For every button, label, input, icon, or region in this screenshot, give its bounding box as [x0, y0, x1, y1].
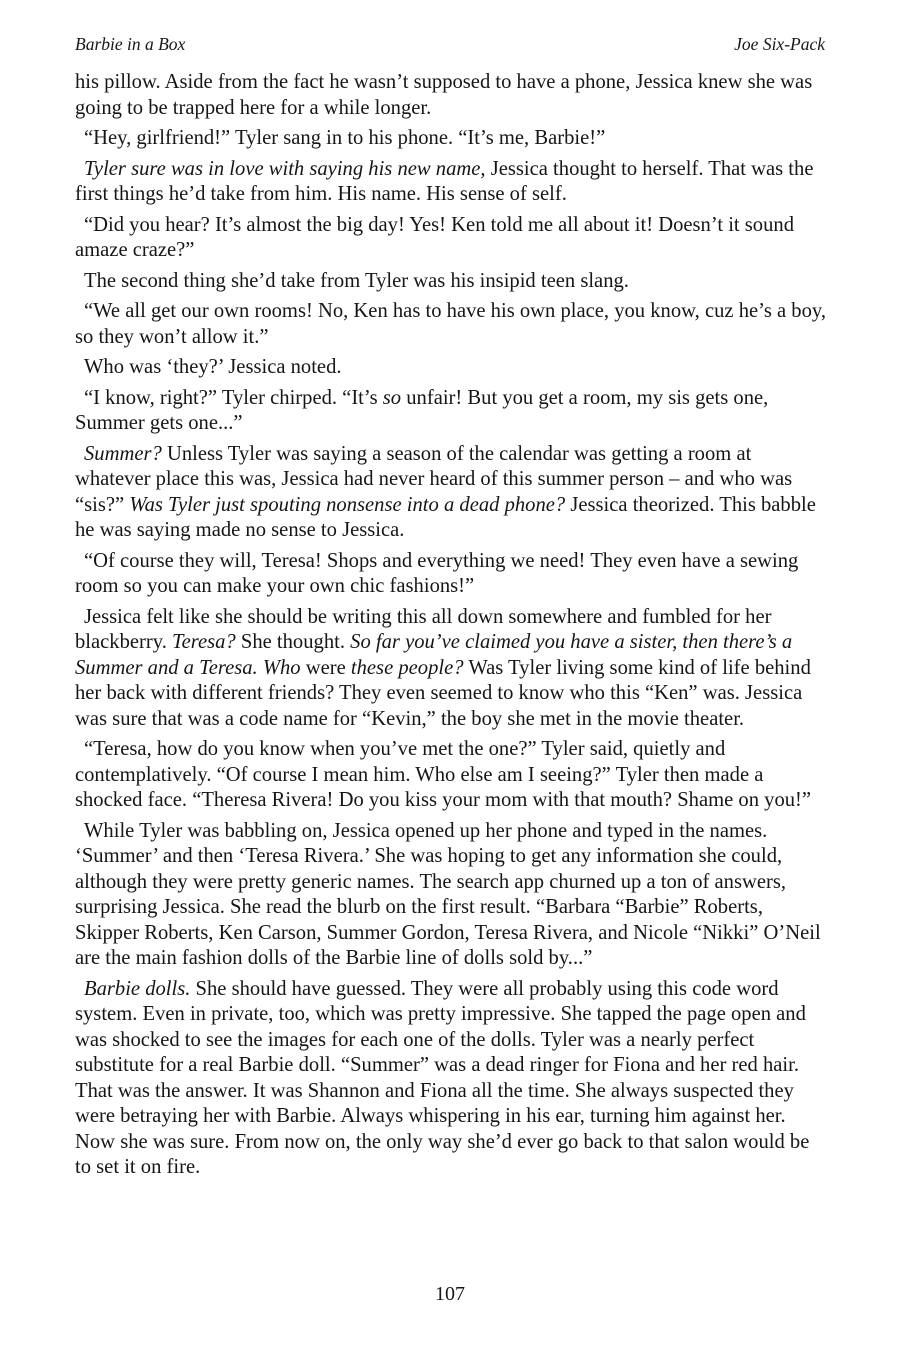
paragraph — [75, 442, 827, 544]
paragraph — [75, 213, 827, 264]
text-run: She thought. — [235, 631, 351, 653]
page-body — [75, 70, 827, 1186]
paragraph — [75, 299, 827, 350]
text-run: “Teresa, how do you know when you’ve met the one?” Tyler said, quietly and contemplatively. “Of course I mean him. Who else am I seeing?” Tyler then made a shocked face. “Theresa Rivera! Do you kiss your mom with that mouth? Shame on you!” — [75, 738, 812, 811]
paragraph — [75, 386, 827, 437]
text-run: The second thing she’d take from Tyler was his insipid teen slang. — [84, 269, 629, 292]
emphasis-text: So far you’ve claimed you have a sister, then there’s a Summer and a Teresa. Who — [75, 631, 793, 679]
emphasis-text: Summer? — [84, 442, 162, 465]
emphasis-text: so — [382, 386, 402, 409]
text-run: Who was ‘they?’ Jessica noted. — [84, 356, 342, 378]
paragraph — [75, 70, 827, 121]
text-run: “Hey, girlfriend!” Tyler sang in to his phone. “It’s me, Barbie!” — [84, 127, 606, 149]
paragraph — [75, 819, 827, 972]
emphasis-text: Teresa? — [172, 631, 236, 653]
paragraph — [75, 157, 827, 208]
text-run: “I know, right?” Tyler chirped. “It’s — [84, 386, 383, 409]
text-run: Jessica theorized. This babble he was saying made no sense to Jessica. — [75, 493, 816, 541]
page-number: 107 — [435, 1283, 465, 1305]
emphasis-text: these people? — [350, 656, 464, 679]
paragraph — [75, 355, 827, 381]
emphasis-text: Tyler sure was in love with saying his new name, — [84, 157, 486, 180]
paragraph — [75, 737, 827, 814]
text-run: unfair! But you get a room, my sis gets one, Summer gets one...” — [75, 386, 769, 434]
text-run: While Tyler was babbling on, Jessica opened up her phone and typed in the names. ‘Summer’ and then ‘Teresa Rivera.’ She was hoping to get any information she could, although they were pretty generic names. The search app churned up a ton of answers, surprising Jessica. She read the blurb on the first result. “Barbara “Barbie” Roberts, Skipper Roberts, Ken Carson, Summer Gordon, Teresa Rivera, and Nicole “Nikki” O’Neil are the main fashion dolls of the Barbie line of dolls sold by...” — [75, 819, 821, 969]
book-title: Barbie in a Box — [75, 34, 186, 54]
paragraph — [75, 269, 827, 295]
text-run: Jessica felt like she should be writing this all down somewhere and fumbled for her blackberry. — [75, 605, 772, 653]
text-run: “We all get our own rooms! No, Ken has to have his own place, you know, cuz he’s a boy, so they won’t allow it.” — [75, 300, 827, 348]
paragraph — [75, 549, 827, 600]
text-run: Unless Tyler was saying a season of the calendar was getting a room at whatever place this was, Jessica had never heard of this summer person – and who was “sis?” — [75, 442, 793, 516]
text-run: “Did you hear? It’s almost the big day! Yes! Ken told me all about it! Doesn’t it sound amaze craze?” — [75, 213, 794, 261]
text-run: “Of course they will, Teresa! Shops and everything we need! They even have a sewing room so you can make your own chic fashions!” — [75, 549, 799, 597]
paragraph — [75, 605, 827, 733]
emphasis-text: Was Tyler just spouting nonsense into a dead phone? — [129, 493, 566, 516]
text-run: his pillow. Aside from the fact he wasn’t supposed to have a phone, Jessica knew she was going to be trapped here for a while longer. — [75, 71, 813, 119]
emphasis-text: Barbie dolls. — [84, 977, 191, 1000]
running-header — [75, 34, 825, 54]
paragraph — [75, 126, 827, 152]
text-run: Was Tyler living some kind of life behind her back with different friends? They even seemed to know who this “Ken” was. Jessica was sure that was a code name for “Kevin,” the boy she met in the movie theater. — [75, 656, 811, 730]
paragraph — [75, 977, 827, 1181]
text-run: were — [300, 656, 351, 679]
author-name: Joe Six-Pack — [734, 34, 825, 54]
text-run: Jessica thought to herself. That was the first things he’d take from him. His name. His sense of self. — [75, 157, 814, 205]
text-run: She should have guessed. They were all probably using this code word system. Even in private, too, which was pretty impressive. She tapped the page open and was shocked to see the images for each one of the dolls. Tyler was a nearly perfect substitute for a real Barbie doll. “Summer” was a dead ringer for Fiona and her red hair. That was the answer. It was Shannon and Fiona all the time. She always suspected they were betraying her with Barbie. Always whispering in his ear, turning him against her. Now she was sure. From now on, the only way she’d ever go back to that salon would be to set it on fire. — [75, 977, 810, 1178]
